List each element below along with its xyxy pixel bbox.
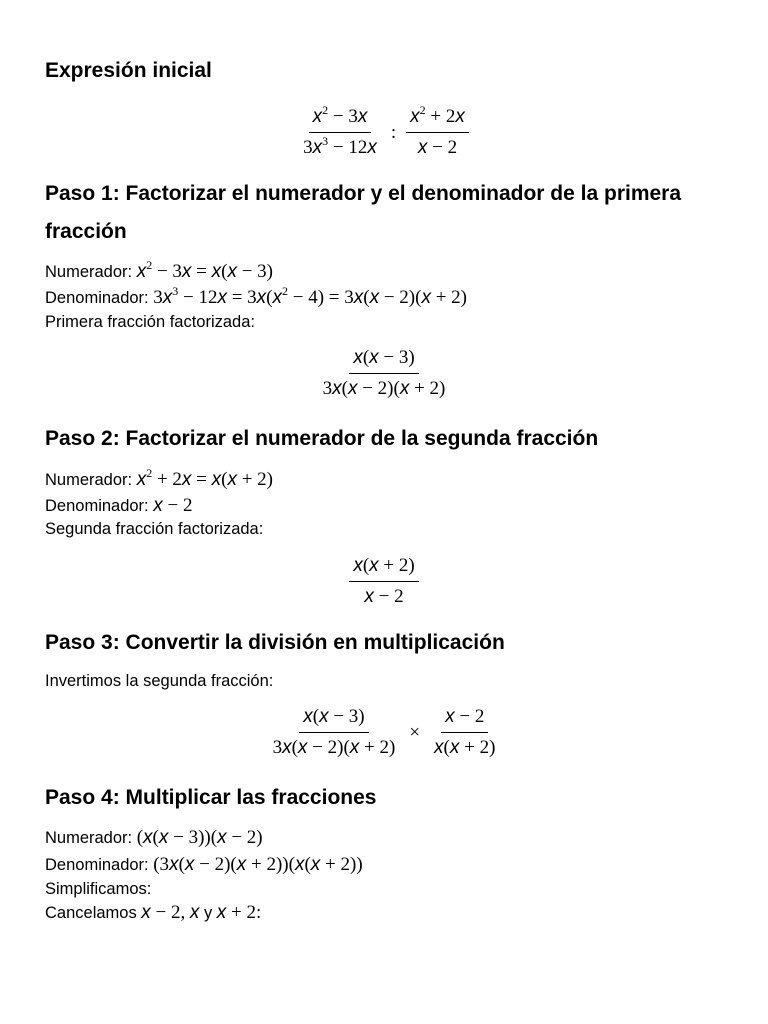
- paso1-factorizada-label: Primera fracción factorizada:: [45, 313, 255, 331]
- first-fraction: $\frac{x^2 - 3x}{3x^3 - 12x}$: [303, 103, 377, 158]
- second-fraction-factored: $\frac{x(x + 2)}{x - 2}$: [0, 553, 768, 610]
- paso4-cancelamos: Cancelamos x − 2, x y x + 2:: [45, 902, 262, 923]
- paso4-denominador: Denominador: (3x(x − 2)(x + 2))(x(x + 2)): [45, 854, 363, 875]
- heading-paso-2: Paso 2: Factorizar el numerador de la segunda fracción: [45, 427, 599, 450]
- heading-paso-1: Paso 1: Factorizar el numerador y el denominador de la primera fracción: [45, 182, 682, 243]
- paso1-numerador: Numerador: $x^2 - 3x = x(x - 3)$: [45, 258, 274, 282]
- paso2-denominador: Denominador: x − 2: [45, 495, 193, 516]
- times-operator: ×: [409, 721, 421, 743]
- paso2-factorizada-label: Segunda fracción factorizada:: [45, 520, 264, 538]
- heading-expresion-inicial: Expresión inicial: [45, 59, 212, 82]
- heading-paso-4: Paso 4: Multiplicar las fracciones: [45, 786, 377, 809]
- first-fraction-factored: $\frac{x(x - 3)}{3x(x - 2)(x + 2)}$: [322, 347, 446, 399]
- heading-paso-3: Paso 3: Convertir la división en multiplicación: [45, 631, 505, 654]
- divide-operator: :: [390, 121, 397, 143]
- second-fraction: $\frac{x^2 + 2x}{x - 2}$: [406, 104, 469, 161]
- paso4-simplificamos: Simplificamos:: [45, 880, 152, 898]
- paso2-numerador: Numerador: $x^2 + 2x = x(x + 2)$: [45, 466, 274, 490]
- paso3-invertimos: Invertimos la segunda fracción:: [45, 672, 274, 690]
- paso4-numerador: Numerador: (x(x − 3))(x − 2): [45, 827, 263, 848]
- multiplication-expression: $\frac{x(x - 3)}{3x(x - 2)(x + 2)}$ × $\frac{x - 2}{x(x + 2)}$: [272, 706, 496, 758]
- paso1-denominador: Denominador: $3x^3 - 12x = 3x(x^2 - 4) = 3x(x - 2)(x + 2)$: [45, 284, 468, 308]
- initial-expression: [0, 104, 768, 161]
